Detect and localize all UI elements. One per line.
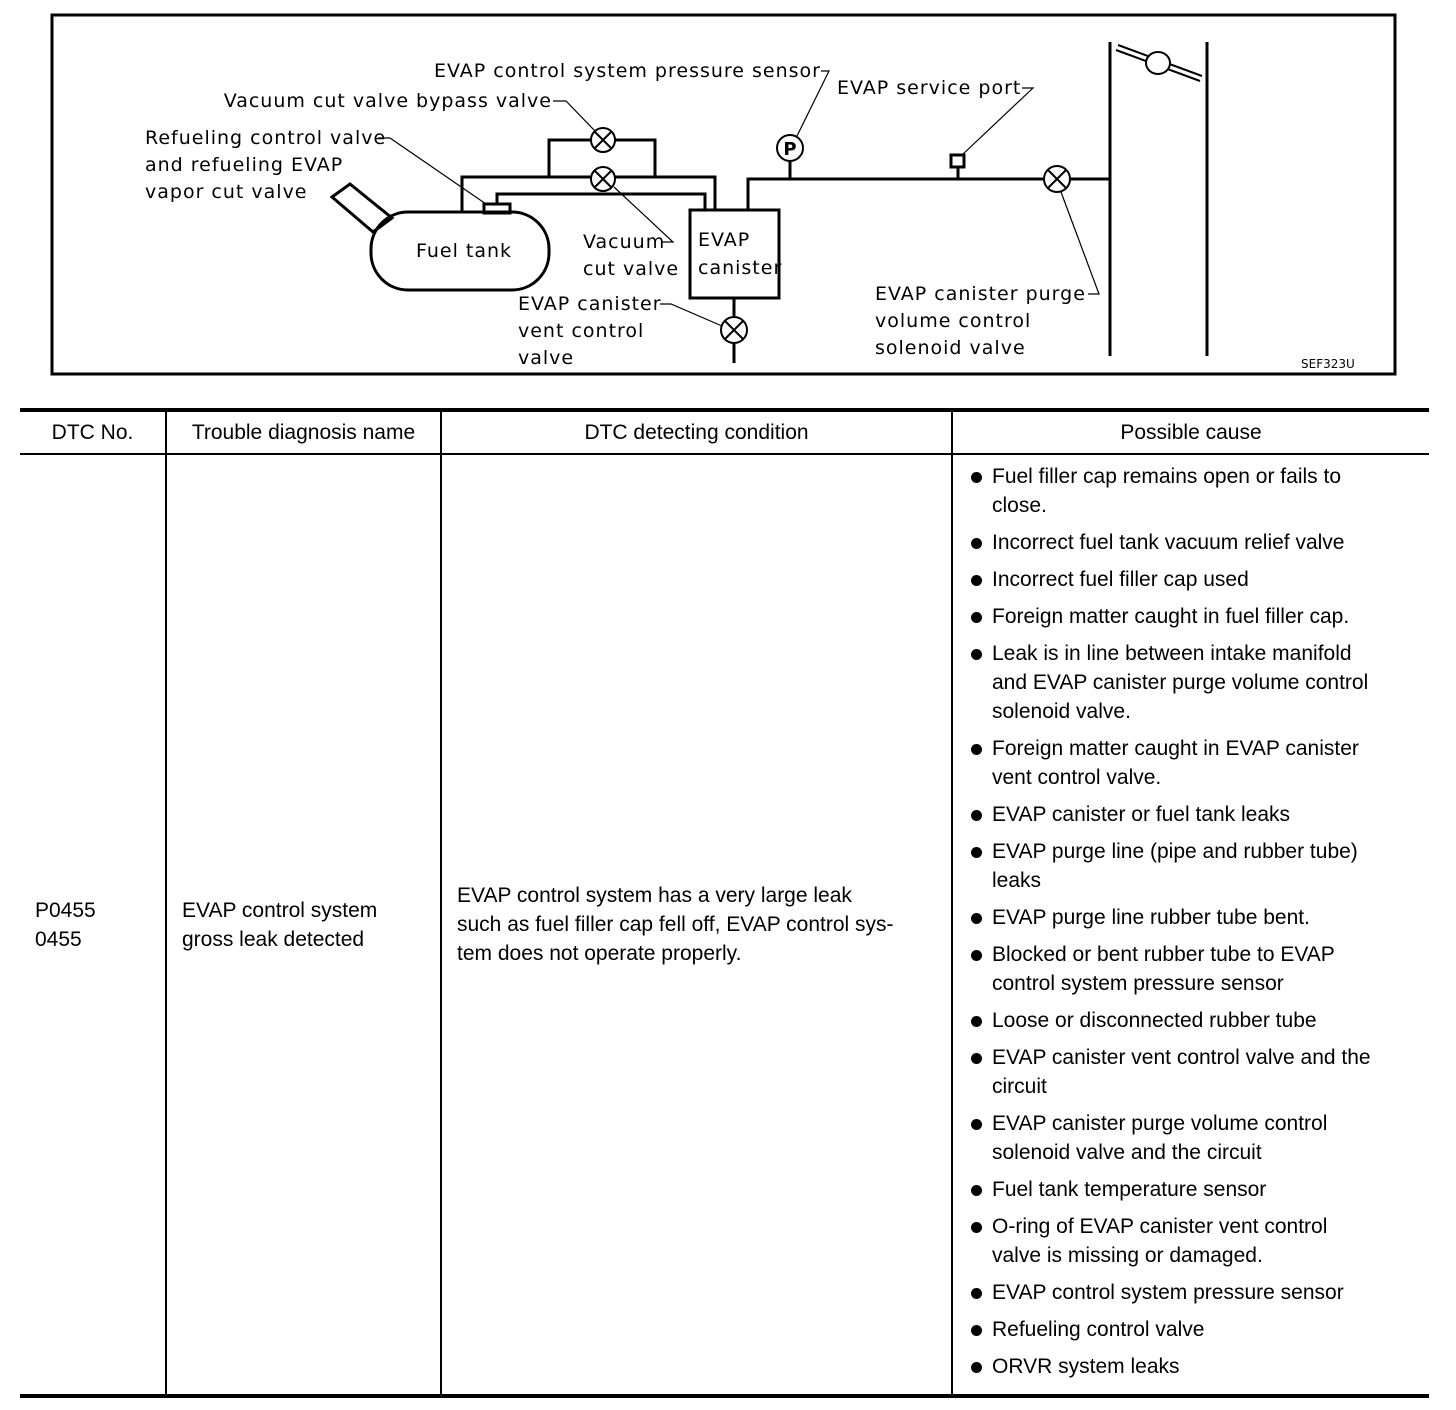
cause-text: ORVR system leaks: [992, 1355, 1180, 1378]
cause-item: [970, 1175, 1419, 1204]
cause-text: EVAP canister vent control valve and the: [992, 1046, 1371, 1069]
cause-item: [970, 1109, 1419, 1167]
table-header-row: [20, 410, 1429, 454]
label-purge-valve-line1: EVAP canister purge: [875, 283, 1086, 305]
refueling-valve-box: [484, 204, 510, 213]
cause-text: Incorrect fuel tank vacuum relief valve: [992, 531, 1345, 554]
cause-text: circuit: [992, 1075, 1047, 1098]
label-vent-valve-line2: vent control: [518, 320, 645, 342]
label-refueling-valve-line1: Refueling control valve: [145, 127, 387, 149]
vent-valve-symbol: [721, 317, 747, 343]
evap-system-diagram: [0, 0, 1456, 400]
cause-text: Incorrect fuel filler cap used: [992, 568, 1249, 591]
cause-text: Leak is in line between intake manifold: [992, 642, 1352, 665]
cause-item: [970, 734, 1419, 792]
condition-line: tem does not operate properly.: [457, 942, 742, 965]
cause-item: [970, 528, 1419, 557]
service-port-box: [951, 155, 964, 167]
header-possible-cause: Possible cause: [952, 410, 1429, 454]
cause-item: [970, 1315, 1419, 1344]
cause-text: vent control valve.: [992, 766, 1162, 789]
cause-text: Fuel filler cap remains open or fails to: [992, 465, 1341, 488]
diagnosis-name-cell: [166, 454, 441, 1396]
cause-text: solenoid valve and the circuit: [992, 1141, 1262, 1164]
intake-manifold-walls: [1110, 42, 1207, 356]
cause-item: [970, 837, 1419, 895]
cause-item: [970, 1212, 1419, 1270]
dtc-code-line: 0455: [35, 927, 82, 951]
header-dtc-no: DTC No.: [20, 410, 166, 454]
cause-item: [970, 940, 1419, 998]
cause-text: solenoid valve.: [992, 700, 1131, 723]
label-vent-valve-line3: valve: [518, 347, 575, 369]
leader-purge-valve: [1061, 192, 1099, 294]
cause-item: [970, 602, 1419, 631]
evap-canister-box: [690, 210, 779, 298]
pressure-symbol-text: P: [783, 139, 797, 160]
bypass-valve-symbol: [591, 128, 615, 152]
diagnosis-name-line: gross leak detected: [182, 927, 365, 951]
cause-text: EVAP purge line (pipe and rubber tube): [992, 840, 1358, 863]
vacuum-cut-valve-symbol: [591, 167, 615, 191]
cause-text: Foreign matter caught in EVAP canister: [992, 737, 1359, 760]
cause-text: EVAP purge line rubber tube bent.: [992, 906, 1310, 929]
possible-cause-list: [970, 462, 1419, 1381]
header-diagnosis-name: Trouble diagnosis name: [166, 410, 441, 454]
diagnosis-name-line: EVAP control system: [182, 898, 378, 922]
cause-item: [970, 639, 1419, 726]
cause-item: [970, 565, 1419, 594]
label-purge-valve-line2: volume control: [875, 310, 1032, 332]
throttle-valve-symbol: [1116, 45, 1202, 81]
detecting-condition-cell: [441, 454, 952, 1396]
cause-text: control system pressure sensor: [992, 972, 1284, 995]
pressure-sensor-symbol: [777, 135, 803, 161]
figure-code: SEF323U: [1301, 357, 1355, 371]
cause-item: [970, 1278, 1419, 1307]
cause-text: EVAP canister or fuel tank leaks: [992, 803, 1291, 826]
vapor-pipe-lower: [497, 194, 705, 210]
cause-text: Refueling control valve: [992, 1318, 1205, 1341]
cause-text: and EVAP canister purge volume control: [992, 671, 1369, 694]
table-row: [20, 454, 1429, 1396]
label-refueling-valve-line2: and refueling EVAP: [145, 154, 344, 176]
label-canister-line2: canister: [698, 257, 783, 279]
purge-valve-symbol: [1044, 166, 1070, 192]
header-detecting-condition: DTC detecting condition: [441, 410, 952, 454]
label-canister-line1: EVAP: [698, 229, 751, 251]
label-pressure-sensor: EVAP control system pressure sensor: [434, 60, 821, 82]
cause-text: Loose or disconnected rubber tube: [992, 1009, 1317, 1032]
leader-refueling-valve: [378, 138, 486, 204]
dtc-table: [20, 408, 1429, 1398]
label-fuel-tank: Fuel tank: [415, 240, 513, 262]
label-vacuum-cut-valve-line1: Vacuum: [583, 231, 666, 253]
label-service-port: EVAP service port: [837, 77, 1022, 99]
cause-item: [970, 1352, 1419, 1381]
cause-item: [970, 903, 1419, 932]
label-purge-valve-line3: solenoid valve: [875, 337, 1026, 359]
cause-item: [970, 1043, 1419, 1101]
label-vent-valve-line1: EVAP canister: [518, 293, 662, 315]
cause-text: EVAP control system pressure sensor: [992, 1281, 1344, 1304]
cause-text: EVAP canister purge volume control: [992, 1112, 1328, 1135]
cause-item: [970, 462, 1419, 520]
cause-text: leaks: [992, 869, 1042, 892]
label-vacuum-cut-valve-line2: cut valve: [583, 258, 680, 280]
cause-item: [970, 800, 1419, 829]
cause-text: Foreign matter caught in fuel filler cap.: [992, 605, 1350, 628]
dtc-code-line: P0455: [35, 898, 96, 922]
label-bypass-valve: Vacuum cut valve bypass valve: [223, 90, 552, 112]
leader-vent-valve: [660, 304, 722, 326]
cause-text: Fuel tank temperature sensor: [992, 1178, 1267, 1201]
condition-line: EVAP control system has a very large leak: [457, 884, 852, 907]
leader-bypass-valve: [553, 101, 595, 131]
dtc-number-cell: [20, 454, 166, 1396]
cause-item: [970, 1006, 1419, 1035]
filler-neck: [332, 184, 392, 232]
possible-cause-cell: [952, 454, 1429, 1396]
label-refueling-valve-line3: vapor cut valve: [145, 181, 308, 203]
cause-text: O-ring of EVAP canister vent control: [992, 1215, 1328, 1238]
cause-text: valve is missing or damaged.: [992, 1244, 1263, 1267]
condition-line: such as fuel filler cap fell off, EVAP control sys-: [457, 913, 894, 936]
cause-text: Blocked or bent rubber tube to EVAP: [992, 943, 1335, 966]
cause-text: close.: [992, 494, 1047, 517]
